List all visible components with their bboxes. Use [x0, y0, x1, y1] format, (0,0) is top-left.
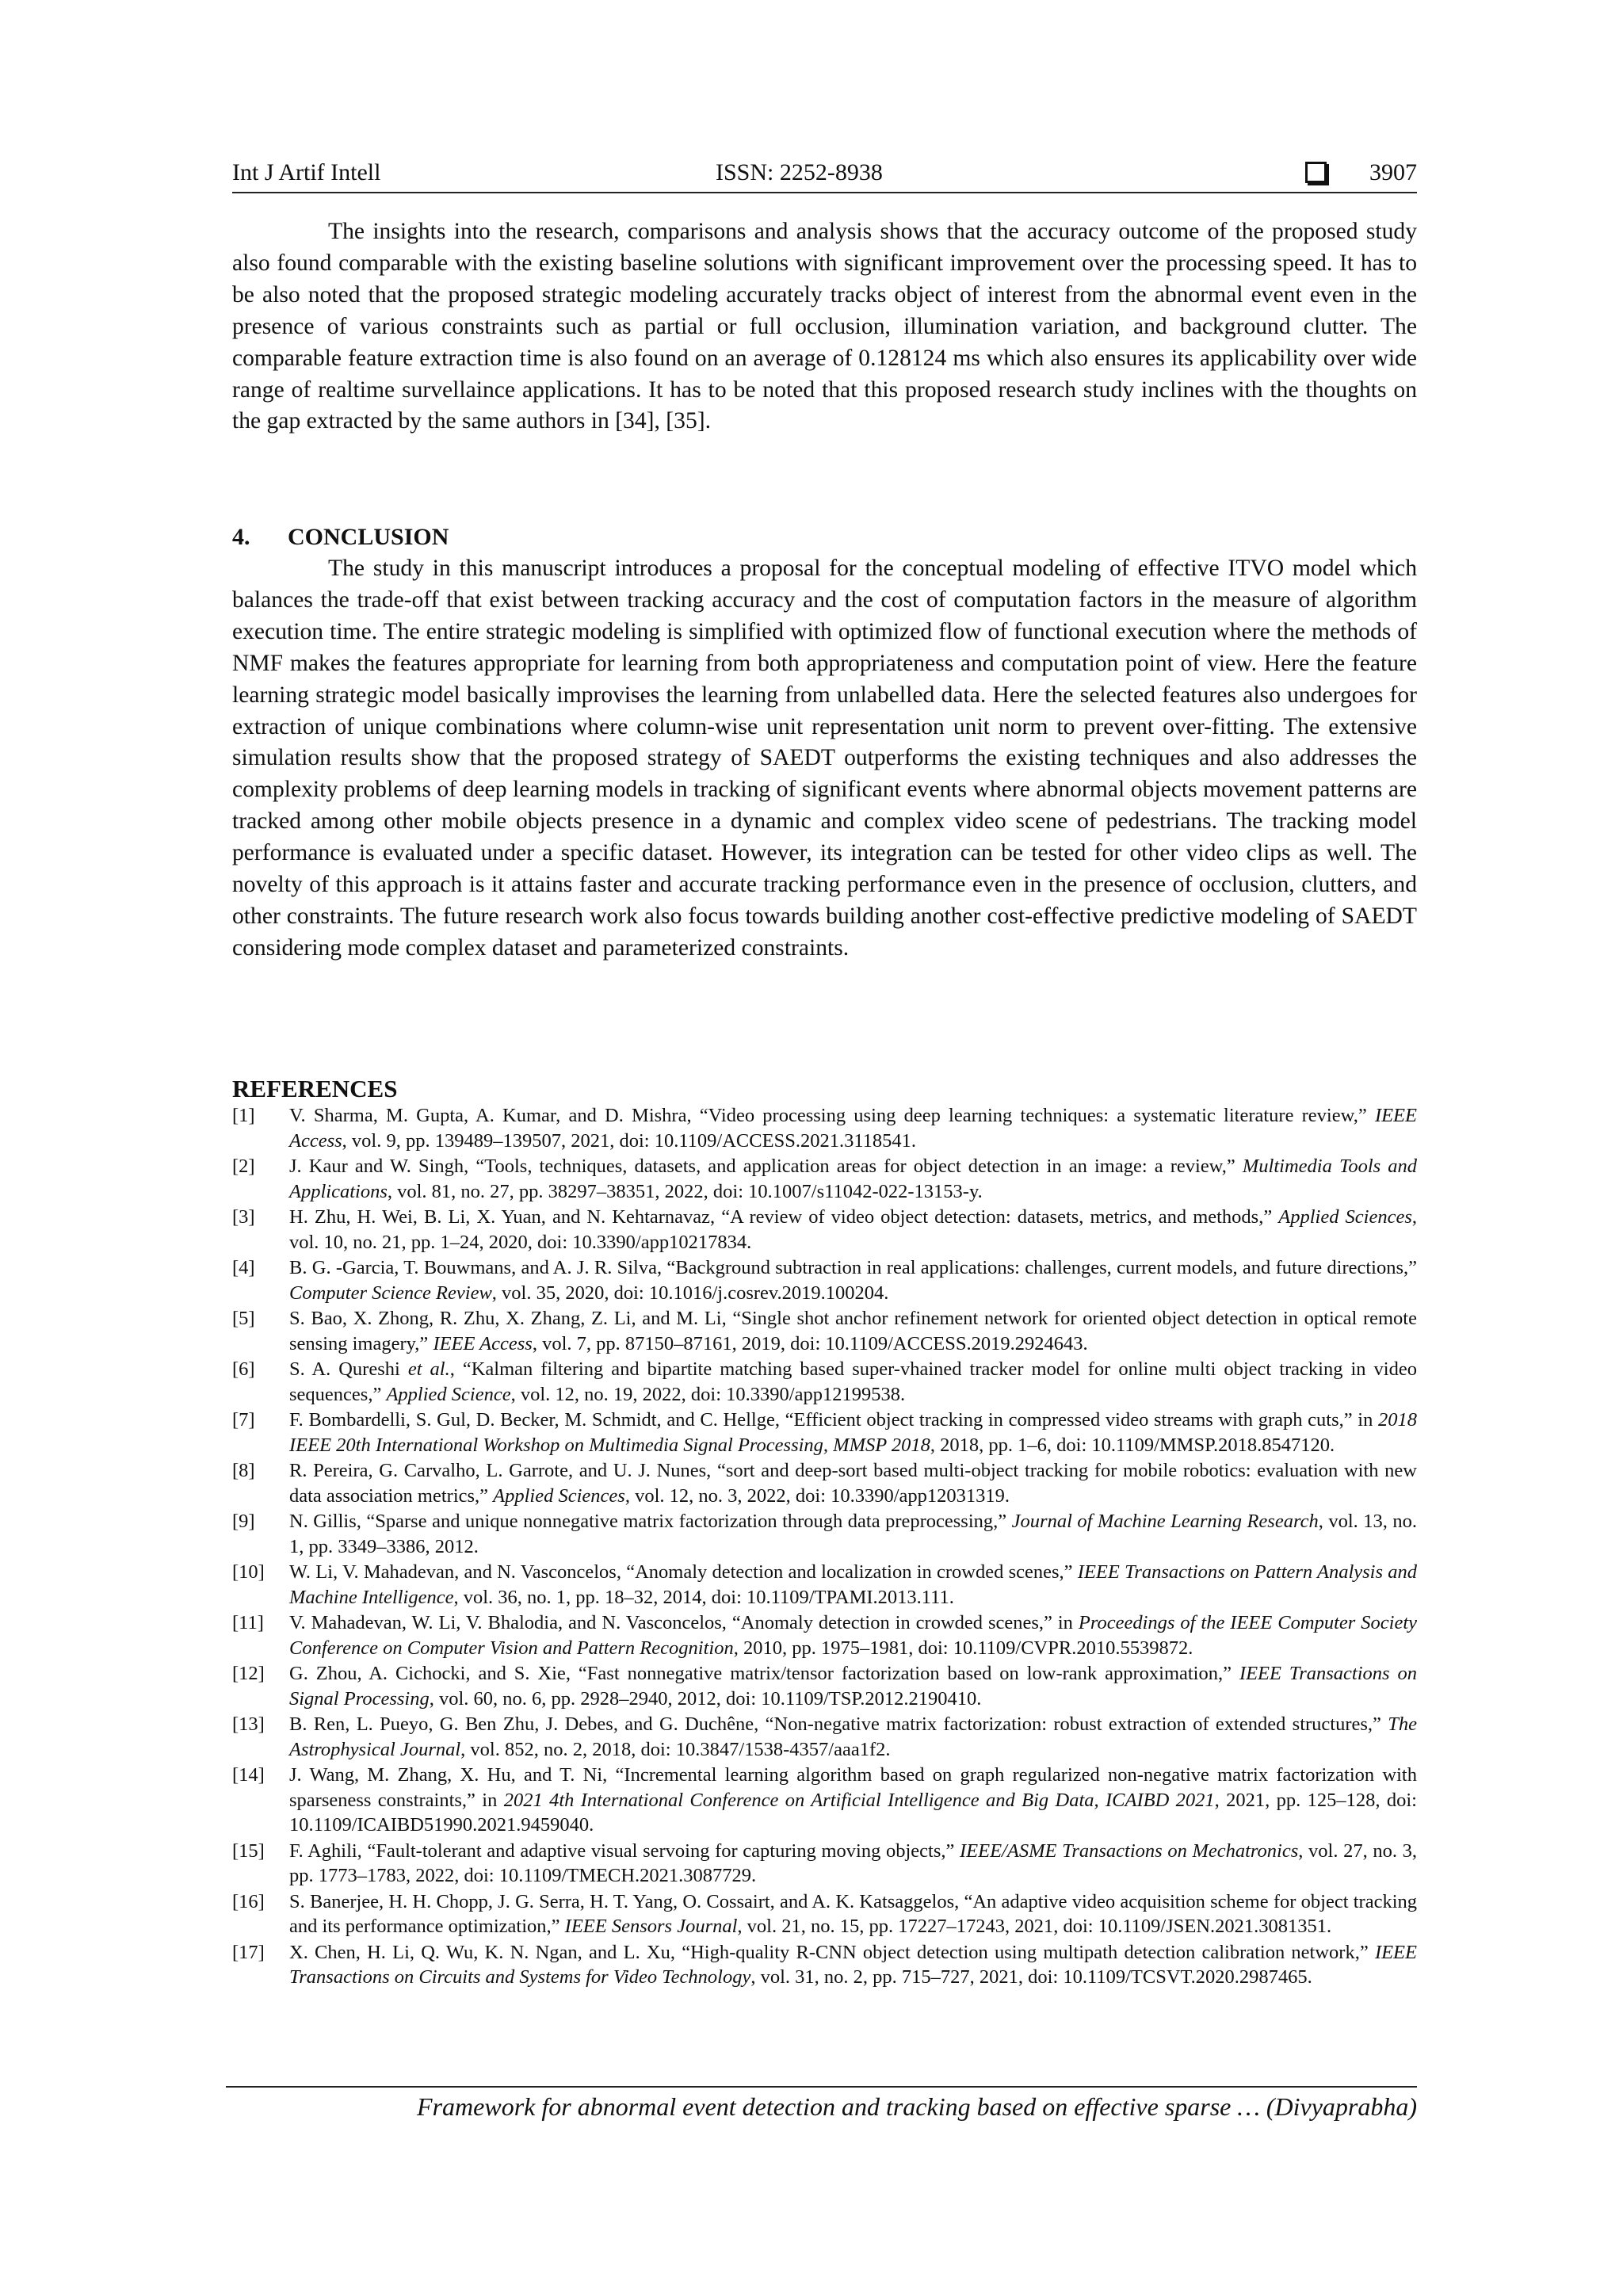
reference-text: V. Mahadevan, W. Li, V. Bhalodia, and N. Vasconcelos, “Anomaly detection in crowded scenes,” in Proceedings of the IEEE Computer Society Conference on Computer Vision and Pattern Recognition, 2010, pp. 1975–1981, doi: 10.1109/CVPR.2010.5539872. [289, 1612, 1418, 1659]
reference-item [232, 1839, 1417, 1889]
section-number: 4. [232, 524, 250, 550]
square-box-icon [1305, 162, 1327, 183]
reference-text: S. Banerjee, H. H. Chopp, J. G. Serra, H. T. Yang, O. Cossairt, and A. K. Katsaggelos, “An adaptive video acquisition scheme for object tracking and its performance optimization,” IEEE Sensors Journal, vol. 21, no. 15, pp. 17227–17243, 2021, doi: 10.1109/JSEN.2021.3081351. [289, 1890, 1417, 1937]
reference-number: [9] [232, 1511, 255, 1532]
reference-number: [5] [232, 1308, 255, 1329]
reference-number: [6] [232, 1358, 255, 1380]
reference-number: [8] [232, 1460, 255, 1481]
reference-number: [4] [232, 1257, 255, 1278]
reference-text: S. A. Qureshi et al., “Kalman filtering and bipartite matching based super-vhained tracker model for online multi object tracking in video sequences,” Applied Science, vol. 12, no. 19, 2022, doi: 10.3390/app12199538. [289, 1358, 1417, 1405]
reference-number: [7] [232, 1409, 255, 1431]
journal-name: Int J Artif Intell [232, 159, 381, 185]
reference-text: B. Ren, L. Pueyo, G. Ben Zhu, J. Debes, and G. Duchêne, “Non-negative matrix factorization: robust extraction of extended structures,” The Astrophysical Journal, vol. 852, no. 2, 2018, doi: 10.3847/1538-4357/aaa1f2. [289, 1713, 1417, 1760]
reference-number: [1] [232, 1105, 255, 1126]
references-list [232, 1103, 1417, 1991]
reference-text: S. Bao, X. Zhong, R. Zhu, X. Zhang, Z. Li, and M. Li, “Single shot anchor refinement network for oriented object detection in optical remote sensing imagery,” IEEE Access, vol. 7, pp. 87150–87161, 2019, doi: 10.1109/ACCESS.2019.2924643. [289, 1308, 1417, 1354]
reference-number: [13] [232, 1713, 265, 1735]
reference-item [232, 1255, 1417, 1305]
footer-rule [226, 2086, 1417, 2088]
reference-item [232, 1509, 1417, 1559]
reference-text: X. Chen, H. Li, Q. Wu, K. N. Ngan, and L. Xu, “High-quality R-CNN object detection using multipath detection calibration network,” IEEE Transactions on Circuits and Systems for Video Technology, vol. 31, no. 2, pp. 715–727, 2021, doi: 10.1109/TCSVT.2020.2987465. [289, 1941, 1417, 1988]
running-footer: Framework for abnormal event detection and tracking based on effective sparse … (Divyaprabha) [417, 2092, 1417, 2121]
reference-number: [15] [232, 1839, 265, 1862]
reference-item [232, 1560, 1417, 1610]
reference-number: [11] [232, 1612, 264, 1633]
references-heading: REFERENCES [232, 1075, 398, 1102]
reference-text: V. Sharma, M. Gupta, A. Kumar, and D. Mishra, “Video processing using deep learning techniques: a systematic literature review,” IEEE Access, vol. 9, pp. 139489–139507, 2021, doi: 10.1109/ACCESS.2021.3118541. [289, 1105, 1417, 1152]
reference-item [232, 1940, 1417, 1990]
reference-item [232, 1458, 1417, 1508]
reference-text: G. Zhou, A. Cichocki, and S. Xie, “Fast nonnegative matrix/tensor factorization based on low-rank approximation,” IEEE Transactions on Signal Processing, vol. 60, no. 6, pp. 2928–2940, 2012, doi: 10.1109/TSP.2012.2190410. [289, 1663, 1417, 1710]
running-header [232, 155, 1417, 190]
reference-item [232, 1661, 1417, 1711]
reference-item [232, 1154, 1417, 1204]
page-number-group [1305, 155, 1417, 190]
reference-number: [16] [232, 1890, 265, 1912]
reference-item [232, 1763, 1417, 1838]
section-title: CONCLUSION [288, 524, 449, 550]
issn: ISSN: 2252-8938 [716, 159, 883, 185]
reference-number: [3] [232, 1206, 255, 1228]
reference-item [232, 1357, 1417, 1407]
conclusion-paragraph [232, 553, 1417, 965]
reference-item [232, 1408, 1417, 1457]
paragraph-text: The insights into the research, comparisons and analysis shows that the accuracy outcome of the proposed study also found comparable with the existing baseline solutions with significant improvement over the processing speed. It has to be also noted that the proposed strategic modeling accurately tracks object of interest from the abnormal event even in the presence of various constraints such as partial or full occlusion, illumination variation, and background clutter. The comparable feature extraction time is also found on an average of 0.128124 ms which also ensures its applicability over wide range of realtime survellaince applications. It has to be noted that this proposed research study inclines with the thoughts on the gap extracted by the same authors in [34], [35]. [232, 219, 1417, 434]
reference-text: F. Aghili, “Fault-tolerant and adaptive visual servoing for capturing moving objects,” IEEE/ASME Transactions on Mechatronics, vol. 27, no. 3, pp. 1773–1783, 2022, doi: 10.1109/TMECH.2021.3087729. [289, 1839, 1418, 1886]
reference-item [232, 1103, 1417, 1153]
page-number: 3907 [1369, 159, 1417, 185]
reference-number: [17] [232, 1941, 265, 1963]
header-rule [232, 192, 1417, 193]
reference-item [232, 1712, 1417, 1762]
reference-number: [10] [232, 1561, 265, 1583]
reference-item [232, 1306, 1417, 1356]
reference-text: B. G. -Garcia, T. Bouwmans, and A. J. R. Silva, “Background subtraction in real applications: challenges, current models, and future directions,” Computer Science Review, vol. 35, 2020, doi: 10.1016/j.cosrev.2019.100204. [289, 1257, 1417, 1304]
reference-number: [14] [232, 1764, 265, 1786]
reference-text: W. Li, V. Mahadevan, and N. Vasconcelos, “Anomaly detection and localization in crowded scenes,” IEEE Transactions on Pattern Analysis and Machine Intelligence, vol. 36, no. 1, pp. 18–32, 2014, doi: 10.1109/TPAMI.2013.111. [289, 1561, 1417, 1608]
paragraph-text: The study in this manuscript introduces a proposal for the conceptual modeling of effective ITVO model which balances the trade-off that exist between tracking accuracy and the cost of computation factors in the measure of algorithm execution time. The entire strategic modeling is simplified with optimized flow of functional execution where the methods of NMF makes the features appropriate for learning from both appropriateness and computation point of view. Here the feature learning strategic model basically improvises the learning from unlabelled data. Here the selected features also undergoes for extraction of unique combinations where column-wise unit representation unit norm to prevent over-fitting. The extensive simulation results show that the proposed strategy of SAEDT outperforms the existing techniques and also addresses the complexity problems of deep learning models in tracking of significant events where abnormal objects movement patterns are tracked among other mobile objects presence in a dynamic and complex video scene of pedestrians. The tracking model performance is evaluated under a specific dataset. However, its integration can be tested for other video clips as well. The novelty of this approach is it attains faster and accurate tracking performance even in the presence of occlusion, clutters, and other constraints. The future research work also focus towards building another cost-effective predictive modeling of SAEDT considering mode complex dataset and parameterized constraints. [232, 556, 1417, 961]
reference-text: F. Bombardelli, S. Gul, D. Becker, M. Schmidt, and C. Hellge, “Efficient object tracking in compressed video streams with graph cuts,” in 2018 IEEE 20th International Workshop on Multimedia Signal Processing, MMSP 2018, 2018, pp. 1–6, doi: 10.1109/MMSP.2018.8547120. [289, 1409, 1417, 1456]
reference-text: H. Zhu, H. Wei, B. Li, X. Yuan, and N. Kehtarnavaz, “A review of video object detection: datasets, metrics, and methods,” Applied Sciences, vol. 10, no. 21, pp. 1–24, 2020, doi: 10.3390/app10217834. [289, 1206, 1418, 1253]
reference-item [232, 1205, 1417, 1255]
reference-item [232, 1610, 1417, 1660]
reference-text: J. Wang, M. Zhang, X. Hu, and T. Ni, “Incremental learning algorithm based on graph regularized non-negative matrix factorization with sparseness constraints,” in 2021 4th International Conference on Artificial Intelligence and Big Data, ICAIBD 2021, 2021, pp. 125–128, doi: 10.1109/ICAIBD51990.2021.9459040. [289, 1764, 1417, 1836]
reference-text: J. Kaur and W. Singh, “Tools, techniques, datasets, and application areas for object detection in an image: a review,” Multimedia Tools and Applications, vol. 81, no. 27, pp. 38297–38351, 2022, doi: 10.1007/s11042-022-13153-y. [289, 1156, 1417, 1202]
reference-text: R. Pereira, G. Carvalho, L. Garrote, and U. J. Nunes, “sort and deep-sort based multi-object tracking for mobile robotics: evaluation with new data association metrics,” Applied Sciences, vol. 12, no. 3, 2022, doi: 10.3390/app12031319. [289, 1460, 1417, 1507]
reference-number: [12] [232, 1663, 265, 1684]
reference-number: [2] [232, 1156, 255, 1177]
reference-text: N. Gillis, “Sparse and unique nonnegative matrix factorization through data preprocessing,” Journal of Machine Learning Research, vol. 13, no. 1, pp. 3349–3386, 2012. [289, 1511, 1418, 1557]
reference-item [232, 1889, 1417, 1939]
results-paragraph [232, 216, 1417, 437]
section-heading [232, 521, 449, 553]
